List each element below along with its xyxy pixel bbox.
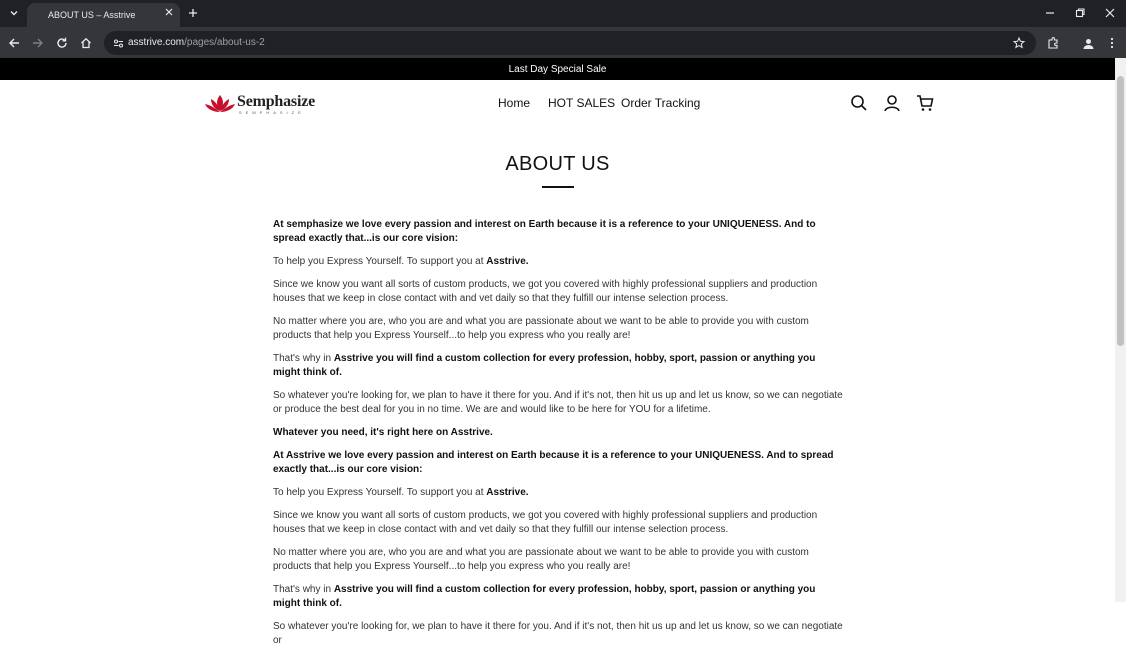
paragraph: So whatever you're looking for, we plan to have it there for you. And if it's not, then hit us up and let us know, so we can negotiate or produce the best deal for you in no time. We are and would like to be here for YOU for a lifetime. [273, 390, 843, 415]
about-content [273, 218, 843, 657]
tab-list-icon[interactable] [4, 4, 24, 22]
url-text[interactable] [128, 37, 265, 48]
back-icon[interactable] [4, 33, 24, 53]
browser-toolbar [0, 27, 1126, 58]
search-icon[interactable] [850, 94, 868, 112]
nav-order-tracking[interactable]: Order Tracking [621, 96, 701, 110]
account-icon[interactable] [883, 94, 901, 112]
paragraph: Whatever you need, it's right here on Asstrive. [273, 427, 493, 438]
page-viewport [0, 58, 1126, 646]
tab-title: ABOUT US – Asstrive [48, 10, 136, 20]
extensions-icon[interactable] [1043, 33, 1063, 53]
nav-hot-sales[interactable]: HOT SALES [548, 96, 616, 110]
url-domain: asstrive.com [128, 37, 185, 48]
page-title: ABOUT US [505, 153, 610, 175]
browser-tab-bar [0, 0, 1126, 27]
logo-wordmark: Semphasize [237, 93, 316, 110]
plus-icon[interactable] [185, 5, 201, 21]
address-bar[interactable] [104, 31, 1036, 55]
paragraph: At Asstrive we love every passion and interest on Earth because it is a reference to your UNIQUENESS. And to spread exactly that...is our core vision: [273, 450, 834, 475]
profile-icon[interactable] [1078, 33, 1098, 53]
paragraph: Since we know you want all sorts of custom products, we got you covered with highly professional suppliers and production houses that we keep in close contact with and vet daily so that they fulfill our intense selection process. [273, 279, 818, 304]
close-window-icon[interactable] [1097, 4, 1123, 22]
browser-tab[interactable] [27, 3, 180, 27]
paragraph: To help you Express Yourself. To support you at Asstrive. [273, 487, 529, 498]
lotus-logo-icon [204, 93, 236, 115]
home-icon[interactable] [76, 33, 96, 53]
title-divider [542, 186, 574, 188]
scrollbar-thumb[interactable] [1117, 76, 1124, 346]
paragraph: To help you Express Yourself. To support you at Asstrive. [273, 256, 529, 267]
minimize-icon[interactable] [1037, 4, 1063, 22]
close-icon[interactable] [162, 5, 176, 19]
nav-home[interactable]: Home [498, 96, 531, 110]
paragraph: Since we know you want all sorts of custom products, we got you covered with highly professional suppliers and production houses that we keep in close contact with and vet daily so that they fulfill our intense selection process. [273, 510, 818, 535]
reload-icon[interactable] [52, 33, 72, 53]
more-icon[interactable] [1102, 33, 1122, 53]
site-info-icon[interactable] [110, 35, 126, 51]
restore-icon[interactable] [1067, 4, 1093, 22]
paragraph: That's why in Asstrive you will find a custom collection for every profession, hobby, sport, passion or anything you might think of. [273, 353, 816, 378]
paragraph: No matter where you are, who you are and what you are passionate about we want to be able to provide you with custom products that help you Express Yourself...to help you express who you really are! [273, 316, 809, 341]
paragraph: At semphasize we love every passion and interest on Earth because it is a reference to your UNIQUENESS. And to spread exactly that...is our core vision: [273, 219, 816, 244]
announcement-text: Last Day Special Sale [508, 63, 607, 75]
logo-tagline: SEMPHASIZE [239, 110, 305, 115]
cart-icon[interactable] [916, 94, 934, 112]
page-scrollbar[interactable] [1115, 58, 1126, 602]
forward-icon[interactable] [28, 33, 48, 53]
star-icon[interactable] [1010, 34, 1028, 52]
url-path: /pages/about-us-2 [184, 37, 265, 48]
paragraph: So whatever you're looking for, we plan to have it there for you. And if it's not, then hit us up and let us know, so we can negotiate or [273, 621, 843, 646]
announcement-bar[interactable] [0, 58, 1115, 80]
paragraph: That's why in Asstrive you will find a custom collection for every profession, hobby, sport, passion or anything you might think of. [273, 584, 816, 609]
paragraph: No matter where you are, who you are and what you are passionate about we want to be able to provide you with custom products that help you Express Yourself...to help you express who you really are! [273, 547, 809, 572]
site-logo[interactable] [204, 91, 324, 115]
